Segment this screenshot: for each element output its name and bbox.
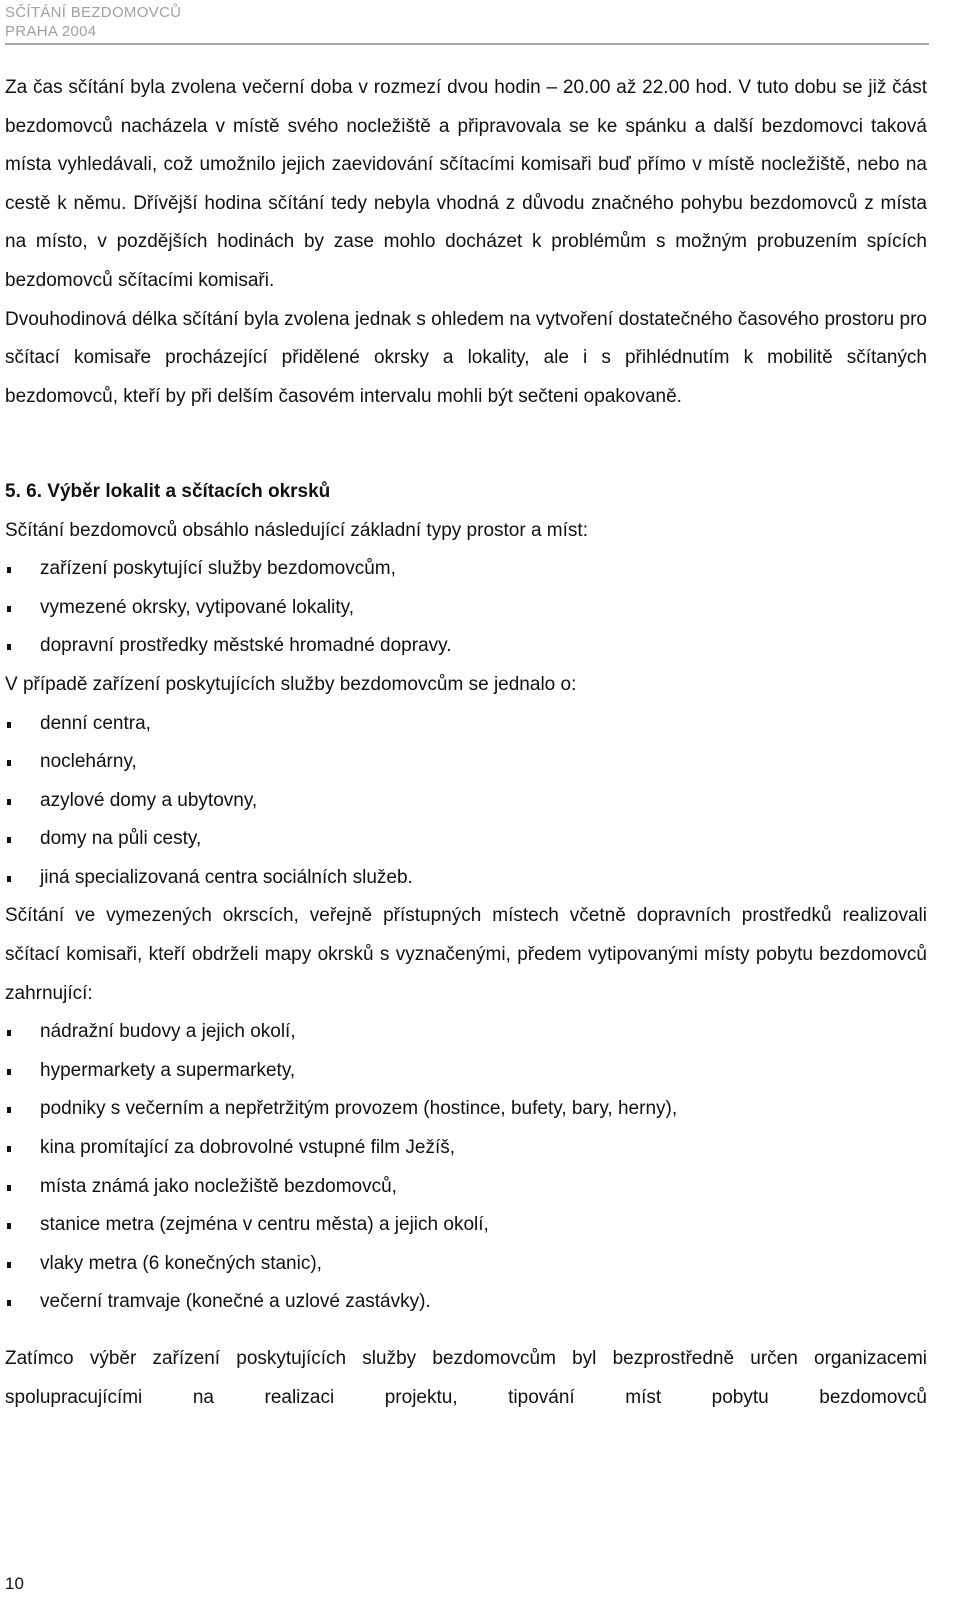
list-item: [5, 1206, 927, 1245]
list-item: [5, 627, 927, 666]
bullet-icon: [7, 837, 11, 843]
bullet-icon: [7, 722, 11, 728]
list-item-text: podniky s večerním a nepřetržitým provozem (hostince, bufety, bary, herny),: [40, 1098, 678, 1120]
section-number: 5. 6.: [5, 480, 42, 502]
bullet-icon: [7, 1262, 11, 1268]
section-heading: [5, 473, 927, 512]
list-item-text: kina promítající za dobrovolné vstupné film Ježíš,: [40, 1137, 456, 1159]
list-item-text: nádražní budovy a jejich okolí,: [40, 1021, 296, 1043]
list-item-text: dopravní prostředky městské hromadné dopravy.: [40, 635, 452, 657]
list-item: [5, 859, 927, 898]
list-item: [5, 1090, 927, 1129]
bullet-list-place-types: [5, 550, 927, 666]
bullet-icon: [7, 1300, 11, 1306]
list-item: [5, 1013, 927, 1052]
list-item-text: vlaky metra (6 konečných stanic),: [40, 1252, 322, 1274]
list-item: [5, 589, 927, 628]
list-item-text: jiná specializovaná centra sociálních služeb.: [40, 866, 413, 888]
bullet-list-districts: [5, 1013, 927, 1322]
list-item: [5, 1168, 927, 1207]
bullet-icon: [7, 1030, 11, 1036]
list-item: [5, 782, 927, 821]
list-item: [5, 1052, 927, 1091]
section-title: Výběr lokalit a sčítacích okrsků: [47, 480, 331, 502]
bullet-icon: [7, 1069, 11, 1075]
document-body: [5, 69, 927, 1417]
bullet-icon: [7, 760, 11, 766]
section-intro-districts: Sčítání ve vymezených okrscích, veřejně přístupných místech včetně dopravních prostředků realizovali sčítací komisaři, kteří obdrželi mapy okrsků s vyznačenými, předem vytipovanými místy pobytu bezdomovců zahrnující:: [5, 905, 927, 1004]
paragraph-closing: Zatímco výběr zařízení poskytujících služby bezdomovcům byl bezprostředně určen organizacemi spolupracujícími na realizaci projektu, tipování míst pobytu bezdomovců: [5, 1348, 927, 1408]
bullet-icon: [7, 1107, 11, 1113]
list-item-text: noclehárny,: [40, 751, 137, 773]
bullet-icon: [7, 1185, 11, 1191]
running-header: [5, 3, 929, 45]
bullet-icon: [7, 567, 11, 573]
bullet-list-facilities: [5, 705, 927, 898]
bullet-icon: [7, 644, 11, 650]
list-item-text: azylové domy a ubytovny,: [40, 789, 258, 811]
section-intro: Sčítání bezdomovců obsáhlo následující základní typy prostor a míst:: [5, 519, 588, 541]
header-title: SČÍTÁNÍ BEZDOMOVCŮ: [5, 4, 182, 21]
list-item-text: zařízení poskytující služby bezdomovcům,: [40, 558, 396, 580]
list-item-text: domy na půli cesty,: [40, 828, 202, 850]
list-item-text: denní centra,: [40, 712, 151, 734]
paragraph-census-duration: Dvouhodinová délka sčítání byla zvolena jednak s ohledem na vytvoření dostatečného časového prostoru pro sčítací komisaře procházející přidělené okrsky a lokality, ale i s přihlédnutím k mobilitě sčítaných bezdomovců, kteří by při delším časovém intervalu mohli být sečteni opakovaně.: [5, 308, 927, 407]
bullet-icon: [7, 606, 11, 612]
list-item: [5, 1129, 927, 1168]
list-item: [5, 820, 927, 859]
spacer: [5, 455, 927, 473]
list-item: [5, 705, 927, 744]
list-item: [5, 550, 927, 589]
list-item-text: večerní tramvaje (konečné a uzlové zastávky).: [40, 1291, 431, 1313]
bullet-icon: [7, 1146, 11, 1152]
list-item-text: stanice metra (zejména v centru města) a jejich okolí,: [40, 1214, 489, 1236]
header-subtitle: PRAHA 2004: [5, 23, 97, 40]
list-item-text: hypermarkety a supermarkety,: [40, 1059, 296, 1081]
spacer: [5, 1322, 927, 1340]
bullet-icon: [7, 799, 11, 805]
paragraph-census-time: Za čas sčítání byla zvolena večerní doba v rozmezí dvou hodin – 20.00 až 22.00 hod. V tuto dobu se již část bezdomovců nacházela v místě svého nocležiště a připravovala se ke spánku a další bezdomovci taková místa vyhledávali, což umožnilo jejich zaevidování sčítacími komisaři buď přímo v místě nocležiště, nebo na cestě k němu. Dřívější hodina sčítání tedy nebyla vhodná z důvodu značného pohybu bezdomovců z místa na místo, v pozdějších hodinách by zase mohlo docházet k problémům s možným probuzením spících bezdomovců sčítacími komisaři.: [5, 77, 927, 291]
list-item: [5, 1283, 927, 1322]
list-item: [5, 1245, 927, 1284]
list-item-text: místa známá jako nocležiště bezdomovců,: [40, 1175, 397, 1197]
list-item: [5, 743, 927, 782]
bullet-icon: [7, 1223, 11, 1229]
bullet-icon: [7, 876, 11, 882]
list-item-text: vymezené okrsky, vytipované lokality,: [40, 596, 354, 618]
page-number: 10: [5, 1574, 24, 1593]
spacer: [5, 416, 927, 455]
section-intro-facilities: V případě zařízení poskytujících služby bezdomovcům se jednalo o:: [5, 673, 577, 695]
